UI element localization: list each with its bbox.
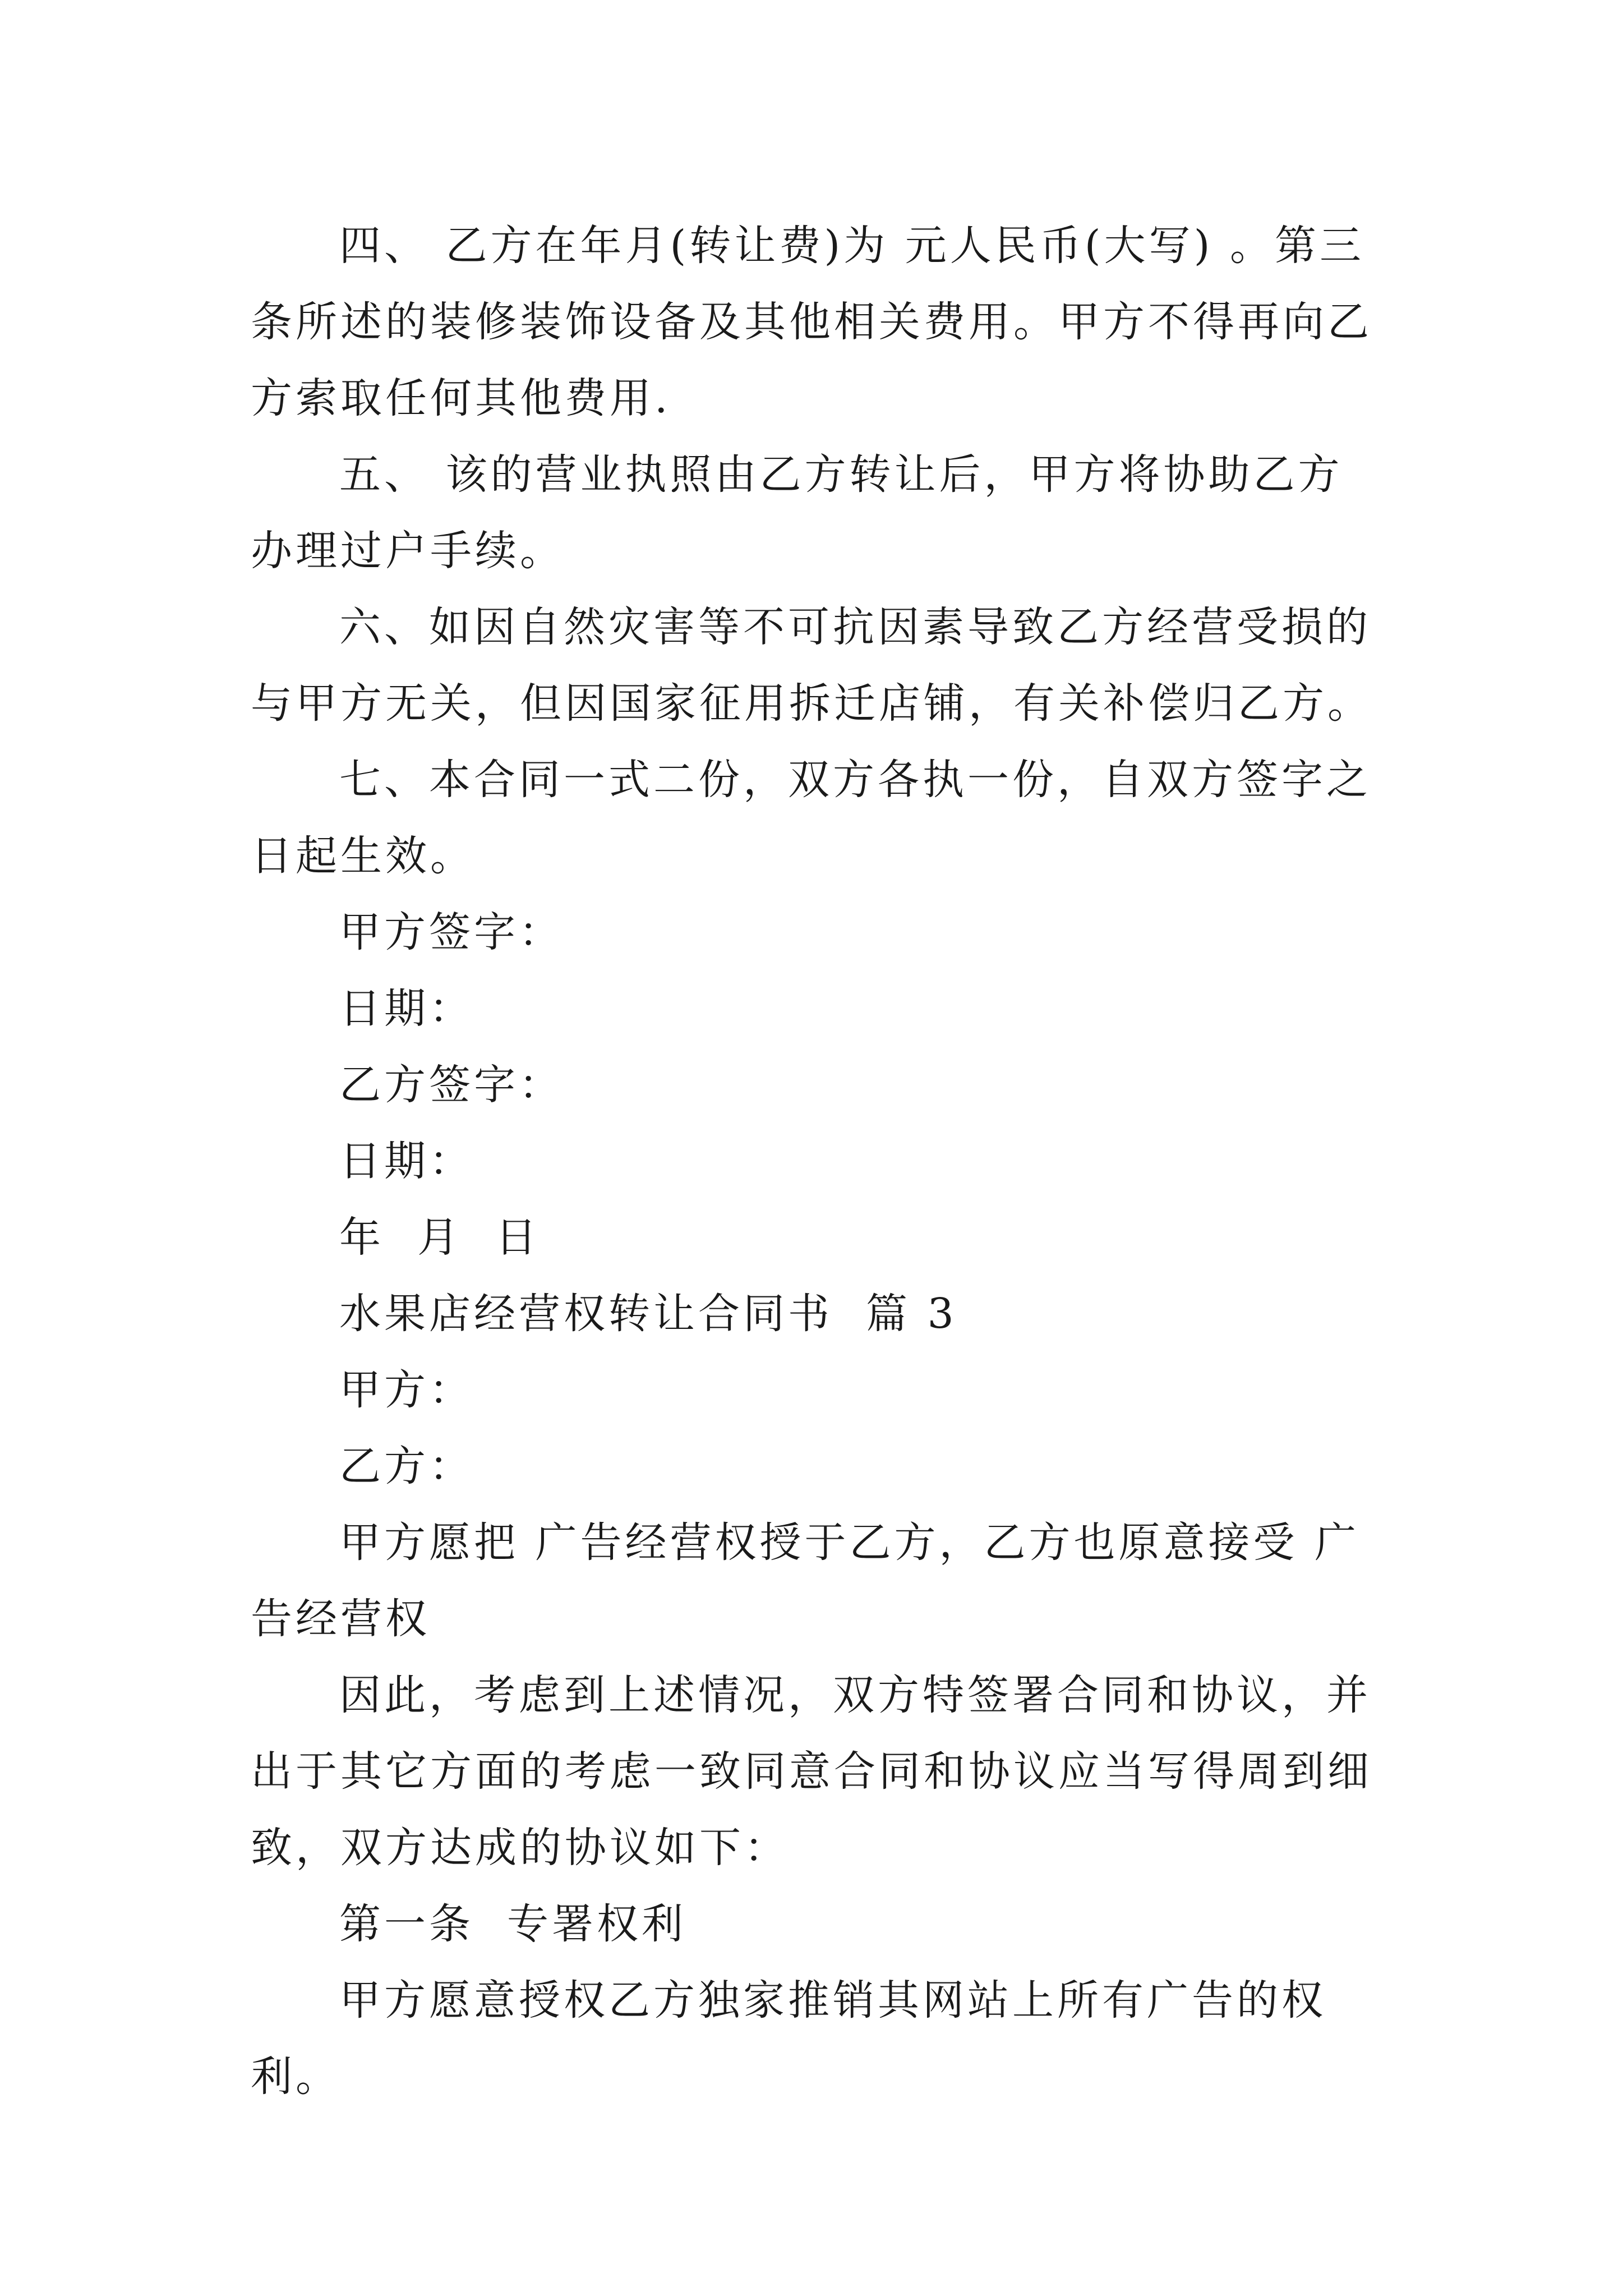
section-title: 水果店经营权转让合同书 篇 3 [339, 1290, 957, 1338]
article-one-title: 第一条 专署权利 [339, 1900, 687, 1948]
intro-paragraph: 甲方愿把 广告经营权授于乙方，乙方也原意接受 广告经营权 [251, 1519, 1360, 1643]
party-b-label: 乙方： [339, 1442, 474, 1490]
clause-four: 四、 乙方在年月(转让费)为 元人民币(大写) 。第三条所述的装修装饰设备及其他相关费用。甲方不得再向乙方索取任何其他费用. [251, 222, 1372, 422]
party-a-date-label: 日期： [339, 984, 474, 1033]
document-body [251, 208, 1384, 2115]
clause-five: 五、 该的营业执照由乙方转让后，甲方将协助乙方办理过户手续。 [251, 450, 1343, 575]
party-a-signature-label: 甲方签字： [339, 908, 564, 956]
consideration-paragraph: 因此，考虑到上述情况，双方特签署合同和协议，并出于其它方面的考虑一致同意合同和协议应当写得周到细致，双方达成的协议如下： [251, 1671, 1372, 1872]
party-b-date-label: 日期： [339, 1137, 474, 1185]
party-b-signature-label: 乙方签字： [339, 1061, 564, 1109]
year-month-day-line: 年 月 日 [339, 1213, 541, 1262]
party-a-label: 甲方： [339, 1366, 474, 1414]
clause-six: 六、如因自然灾害等不可抗因素导致乙方经营受损的与甲方无关，但因国家征用拆迁店铺，有关补偿归乙方。 [251, 603, 1372, 728]
article-one-text: 甲方愿意授权乙方独家推销其网站上所有广告的权利。 [251, 1976, 1326, 2101]
clause-seven: 七、本合同一式二份，双方各执一份，自双方签字之日起生效。 [251, 756, 1371, 880]
